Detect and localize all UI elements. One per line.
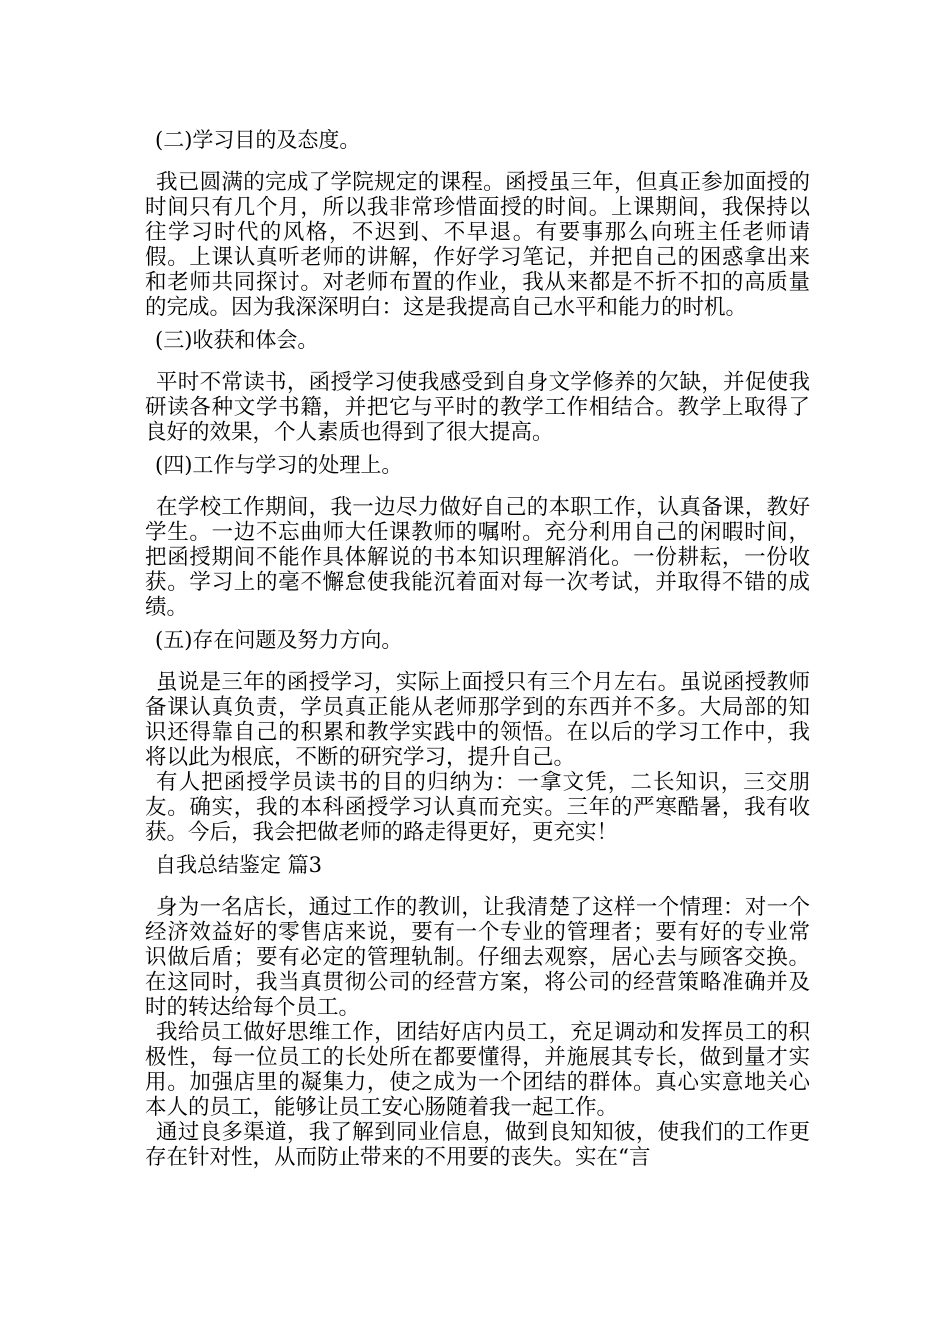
section-heading-5: (五)存在问题及努力方向。 xyxy=(155,628,403,652)
section-heading-3: (三)收获和体会。 xyxy=(155,328,319,352)
section-5-paragraph-1: 虽说是三年的函授学习，实际上面授只有三个月左右。虽说函授教师备课认真负责，学员真正能从老师那学到的东西并不多。大局部的知识还得靠自己的积累和教学实践中的领悟。在以后的学习工作中，我将以此为根底，不断的研究学习，提升自己。 xyxy=(145,670,810,770)
section-heading-2: (二)学习目的及态度。 xyxy=(155,128,361,152)
chapter-3-paragraph-2: 我给员工做好思维工作，团结好店内员工，充足调动和发挥员工的积极性，每一位员工的长处所在都要懂得，并施展其专长，做到量才实用。加强店里的凝集力，使之成为一个团结的群体。真心实意地关心本人的员工，能够让员工安心肠随着我一起工作。 xyxy=(145,1020,810,1120)
chapter-heading-3: 自我总结鉴定 篇3 xyxy=(155,853,323,877)
section-4-paragraph-1: 在学校工作期间，我一边尽力做好自己的本职工作，认真备课，教好学生。一边不忘曲师大任课教师的嘱咐。充分利用自己的闲暇时间，把函授期间不能作具体解说的书本知识理解消化。一份耕耘，一份收获。学习上的毫不懈怠使我能沉着面对每一次考试，并取得不错的成绩。 xyxy=(145,495,810,620)
section-heading-4: (四)工作与学习的处理上。 xyxy=(155,453,403,477)
chapter-3-paragraph-1: 身为一名店长，通过工作的教训，让我清楚了这样一个情理：对一个经济效益好的零售店来说，要有一个专业的管理者；要有好的专业常识做后盾；要有必定的管理轨制。仔细去观察，居心去与顾客交换。在这同时，我当真贯彻公司的经营方案，将公司的经营策略准确并及时的转达给每个员工。 xyxy=(145,895,810,1020)
document-page xyxy=(145,128,810,1170)
section-2-paragraph-1: 我已圆满的完成了学院规定的课程。函授虽三年，但真正参加面授的时间只有几个月，所以我非常珍惜面授的时间。上课期间，我保持以往学习时代的风格，不迟到、不早退。有要事那么向班主任老师请假。上课认真听老师的讲解，作好学习笔记，并把自己的困惑拿出来和老师共同探讨。对老师布置的作业，我从来都是不折不扣的高质量的完成。因为我深深明白：这是我提高自己水平和能力的时机。 xyxy=(145,170,810,320)
section-3-paragraph-1: 平时不常读书，函授学习使我感受到自身文学修养的欠缺，并促使我研读各种文学书籍，并把它与平时的教学工作相结合。教学上取得了良好的效果，个人素质也得到了很大提高。 xyxy=(145,370,810,445)
section-5-paragraph-2: 有人把函授学员读书的目的归纳为：一拿文凭，二长知识，三交朋友。确实，我的本科函授学习认真而充实。三年的严寒酷暑，我有收获。今后，我会把做老师的路走得更好，更充实！ xyxy=(145,770,810,845)
chapter-3-paragraph-3: 通过良多渠道，我了解到同业信息，做到良知知彼，使我们的工作更存在针对性，从而防止带来的不用要的丧失。实在“言 xyxy=(145,1120,810,1170)
